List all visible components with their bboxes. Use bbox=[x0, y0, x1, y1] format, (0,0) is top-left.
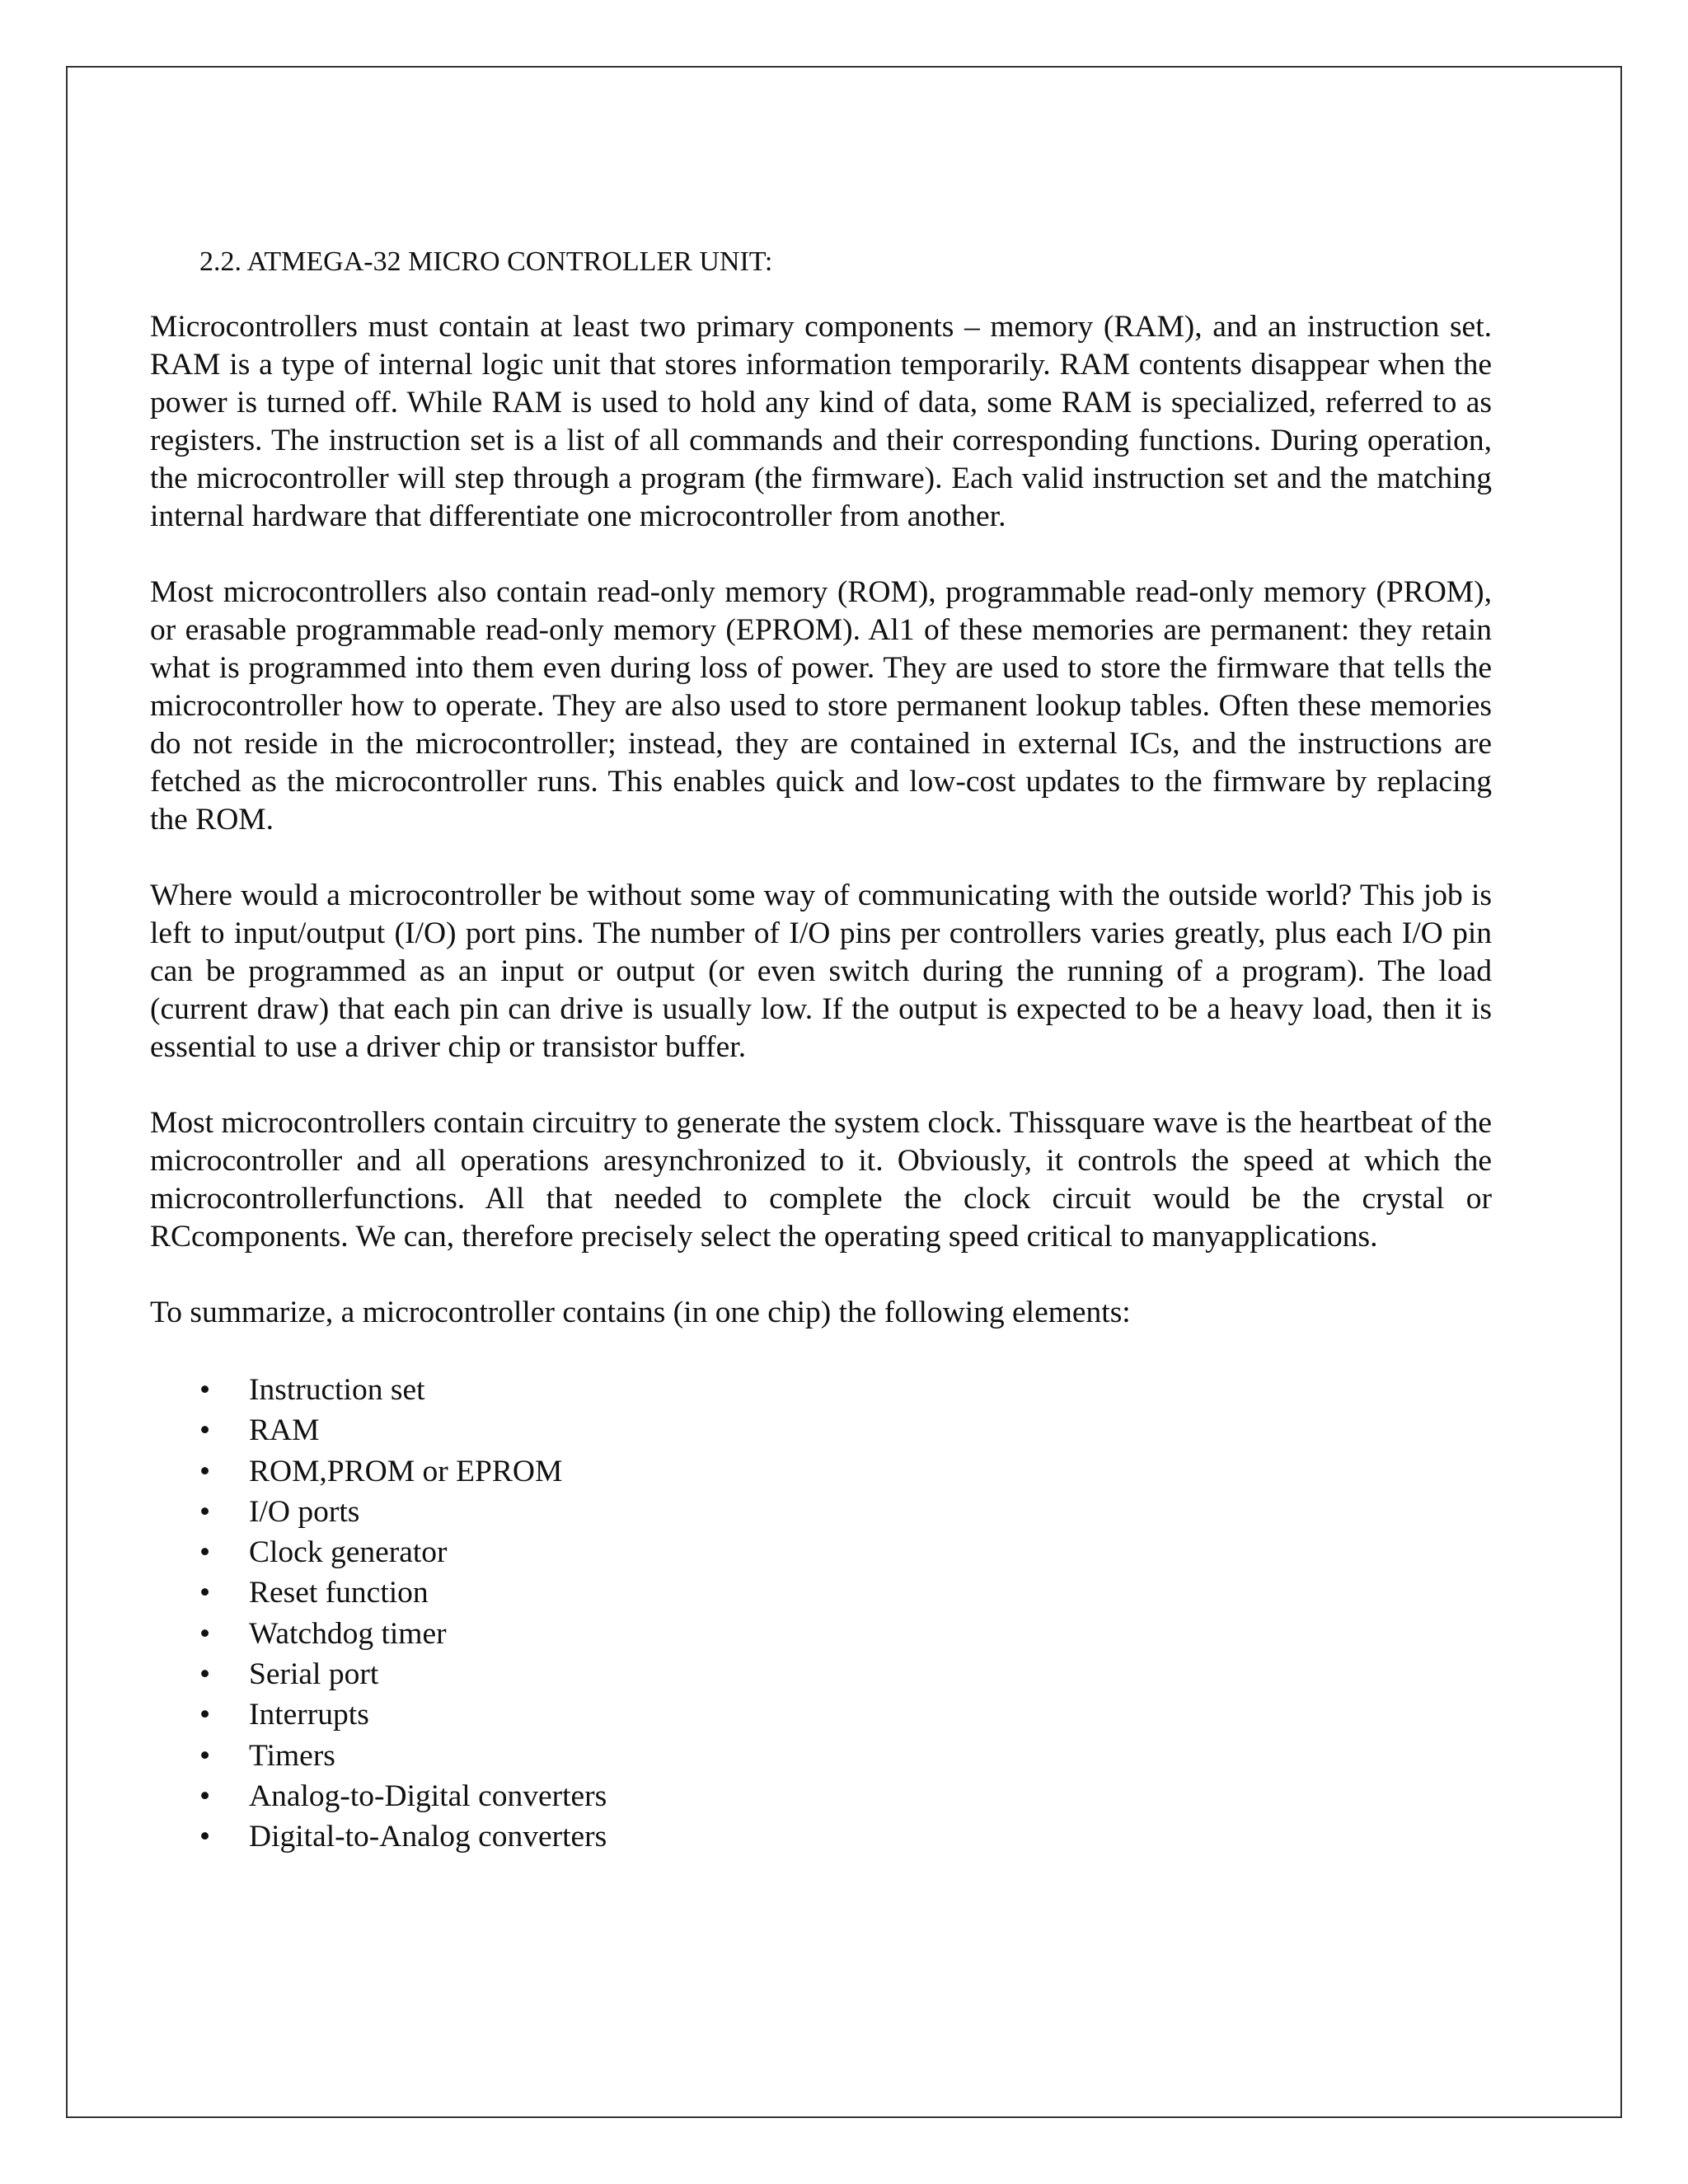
list-item: • Analog-to-Digital converters bbox=[199, 1776, 1492, 1816]
list-item: • Interrupts bbox=[199, 1694, 1492, 1735]
list-item: • I/O ports bbox=[199, 1492, 1492, 1532]
list-item: • Clock generator bbox=[199, 1532, 1492, 1572]
paragraph-io-ports: Where would a microcontroller be without some way of communicating with the outside world? This job is left to input/output (I/O) port pins. The number of I/O pins per controllers varies greatly, plus each I/O pin can be programmed as an input or output (or even switch during the running of a program). The load (current draw) that each pin can drive is usually low. If the output is expected to be a heavy load, then it is essential to use a driver chip or transistor buffer. bbox=[150, 879, 1492, 1064]
paragraph-rom-memory: Most microcontrollers also contain read-only memory (ROM), programmable read-only memory (PROM), or erasable programmable read-only memory (EPROM). Al1 of these memories are permanent: they retain what is programmed into them even during loss of power. They are used to store the firmware that tells the microcontroller how to operate. They are also used to store permanent lookup tables. Often these memories do not reside in the microcontroller; instead, they are contained in external ICs, and the instructions are fetched as the microcontroller runs. This enables quick and low-cost updates to the firmware by replacing the ROM. bbox=[150, 575, 1492, 837]
paragraph-system-clock: Most microcontrollers contain circuitry to generate the system clock. Thissquare wave is the heartbeat of the microcontroller and all operations aresynchronized to it. Obviously, it controls the speed at which the microcontrollerfunctions. All that needed to complete the clock circuit would be the crystal or RCcomponents. We can, therefore precisely select the operating speed critical to manyapplications. bbox=[150, 1106, 1492, 1254]
list-item: • RAM bbox=[199, 1410, 1492, 1451]
document-body bbox=[150, 243, 1492, 1858]
list-item: • Timers bbox=[199, 1736, 1492, 1776]
elements-list bbox=[150, 1370, 1492, 1858]
list-item: • Digital-to-Analog converters bbox=[199, 1816, 1492, 1857]
list-item: • Serial port bbox=[199, 1654, 1492, 1694]
list-item: • ROM,PROM or EPROM bbox=[199, 1451, 1492, 1492]
summary-intro: To summarize, a microcontroller contains (in one chip) the following elements: bbox=[150, 1296, 1131, 1329]
list-item: • Instruction set bbox=[199, 1370, 1492, 1410]
paragraph-ram-instruction-set: Microcontrollers must contain at least two primary components – memory (RAM), and an instruction set. RAM is a type of internal logic unit that stores information temporarily. RAM contents disappear when the power is turned off. While RAM is used to hold any kind of data, some RAM is specialized, referred to as registers. The instruction set is a list of all commands and their corresponding functions. During operation, the microcontroller will step through a program (the firmware). Each valid instruction set and the matching internal hardware that differentiate one microcontroller from another. bbox=[150, 310, 1492, 533]
section-heading: 2.2. ATMEGA-32 MICRO CONTROLLER UNIT: bbox=[199, 246, 773, 277]
list-item: • Reset function bbox=[199, 1572, 1492, 1613]
list-item: • Watchdog timer bbox=[199, 1614, 1492, 1654]
